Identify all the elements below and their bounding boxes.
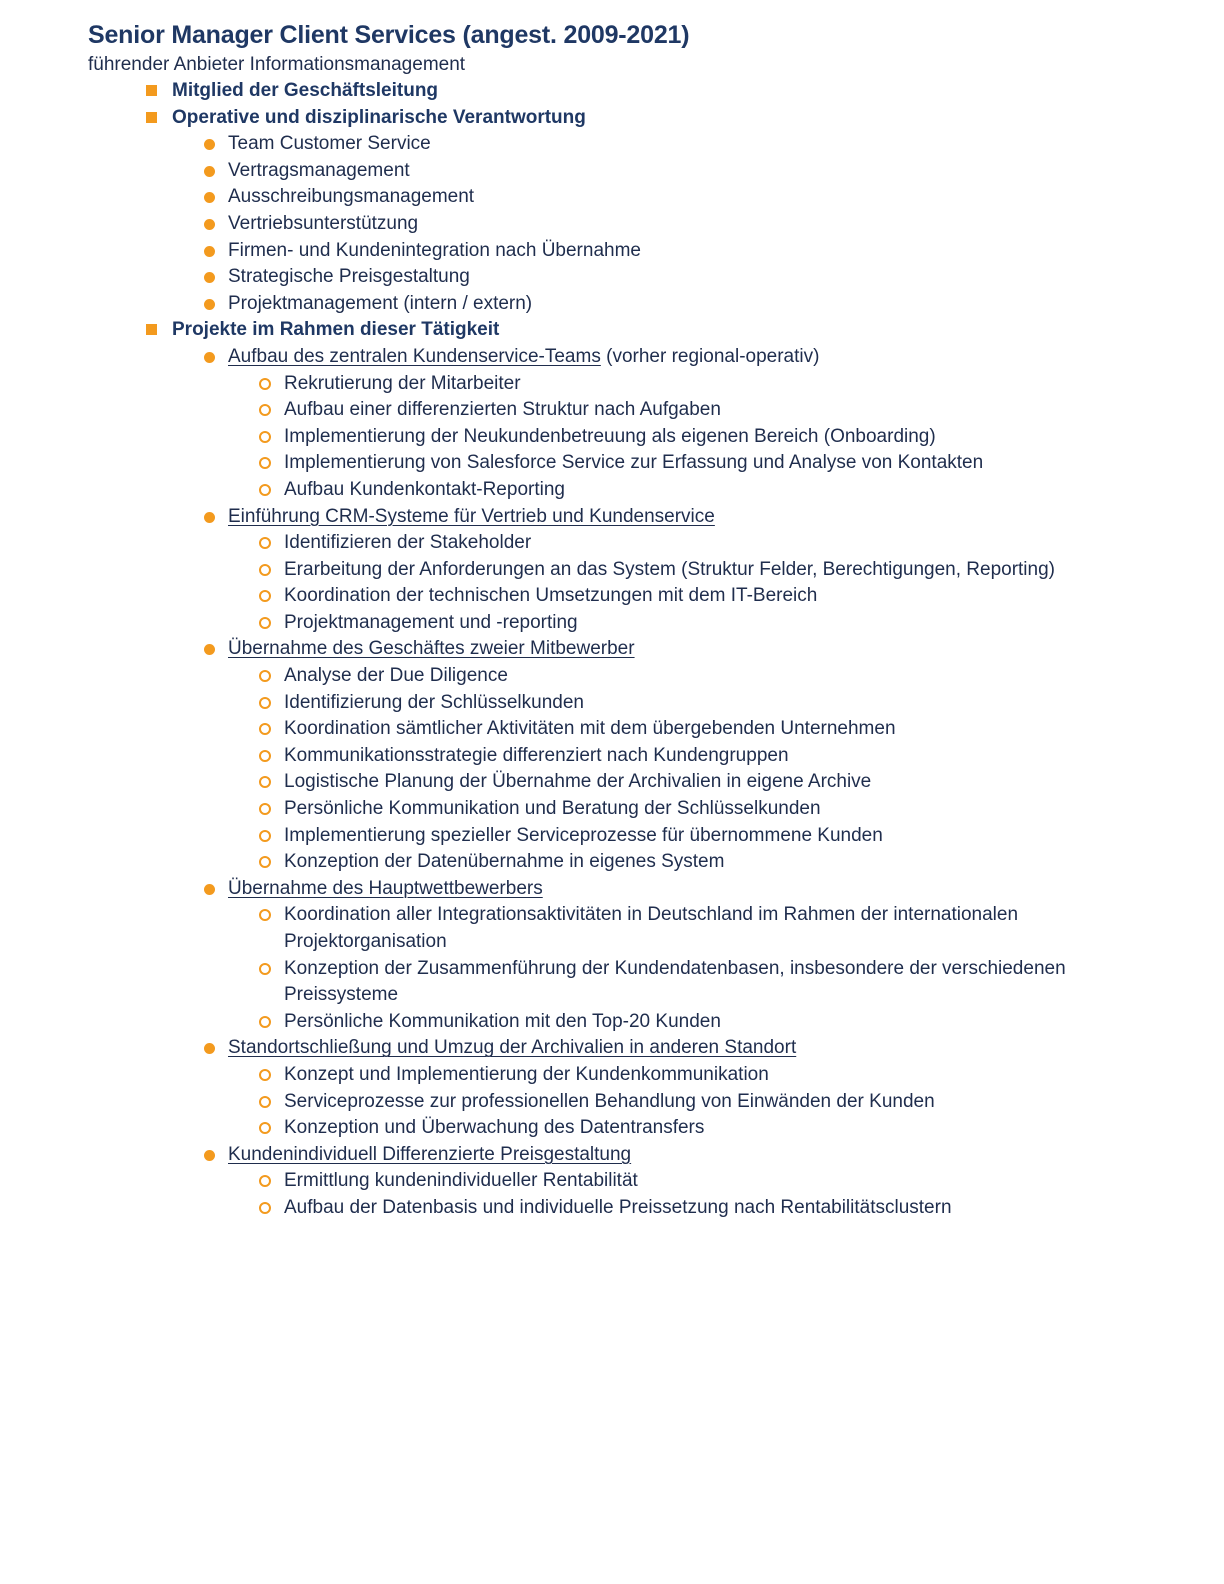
project-task [228,371,1168,398]
project-task-label: Serviceprozesse zur professionellen Behandlung von Einwänden der Kunden [284,1090,935,1112]
project-task [228,610,1168,637]
project-task [228,1062,1168,1089]
project-task [228,583,1168,610]
project-task-label: Implementierung der Neukundenbetreuung als eigenen Bereich (Onboarding) [284,425,936,447]
list-item-row [228,504,1168,531]
project-task [228,1089,1168,1116]
project-task [228,1009,1168,1036]
project-title: Übernahme des Geschäftes zweier Mitbewerber [228,638,635,660]
section-item [88,78,1168,105]
circle-bullet-icon [259,670,271,682]
circle-bullet-icon [259,750,271,762]
project-task-label: Persönliche Kommunikation und Beratung der Schlüsselkunden [284,798,821,820]
project-title: Übernahme des Hauptwettbewerbers [228,877,543,899]
project-task-label: Aufbau einer differenzierten Struktur nach Aufgaben [284,399,721,421]
project-task-label: Aufbau Kundenkontakt-Reporting [284,478,565,500]
project-task [228,663,1168,690]
project-task [228,849,1168,876]
project-task-list [228,371,1168,504]
list-item-row [228,1142,1168,1169]
project-task [228,956,1168,1009]
list-item [172,211,1168,238]
circle-bullet-icon [259,1122,271,1134]
list-item [172,1035,1168,1141]
project-task [228,424,1168,451]
section-heading: Mitglied der Geschäftsleitung [172,80,439,101]
project-task-list [228,663,1168,876]
circle-bullet-icon [259,564,271,576]
list-item [172,158,1168,185]
list-item [172,264,1168,291]
section-sublist [172,344,1168,1222]
dot-bullet-icon [204,192,215,203]
project-title: Kundenindividuell Differenzierte Preisgestaltung [228,1143,632,1165]
project-task [228,769,1168,796]
dot-bullet-icon [204,139,215,150]
square-bullet-icon [146,324,157,335]
responsibility-label: Projektmanagement (intern / extern) [228,292,533,314]
responsibility-label: Vertragsmanagement [228,159,410,181]
project-task [228,1195,1168,1222]
responsibility-list [88,78,1168,1222]
circle-bullet-icon [259,776,271,788]
project-task-label: Koordination aller Integrationsaktivitäten in Deutschland im Rahmen der internationalen Projektorganisation [284,904,1019,952]
project-task [228,902,1168,955]
circle-bullet-icon [259,1202,271,1214]
project-note: (vorher regional-operativ) [600,345,820,367]
circle-bullet-icon [259,537,271,549]
square-bullet-icon [146,85,157,96]
dot-bullet-icon [204,352,215,363]
project-task [228,716,1168,743]
circle-bullet-icon [259,856,271,868]
project-task [228,690,1168,717]
circle-bullet-icon [259,697,271,709]
dot-bullet-icon [204,644,215,655]
list-item [172,238,1168,265]
project-task [228,796,1168,823]
list-item [172,1142,1168,1222]
project-task-list [228,530,1168,636]
project-task-label: Persönliche Kommunikation mit den Top-20 Kunden [284,1010,721,1032]
dot-bullet-icon [204,272,215,283]
list-item [172,876,1168,1036]
list-item [172,636,1168,875]
project-title: Einführung CRM-Systeme für Vertrieb und Kundenservice [228,505,715,527]
responsibility-label: Ausschreibungsmanagement [228,186,475,208]
dot-bullet-icon [204,219,215,230]
project-task-label: Identifizieren der Stakeholder [284,532,532,554]
section-sublist [172,131,1168,317]
dot-bullet-icon [204,1150,215,1161]
project-title: Aufbau des zentralen Kundenservice-Teams [228,345,601,367]
project-task-list [228,1062,1168,1142]
project-task-label: Analyse der Due Diligence [284,665,508,687]
list-item-row [228,636,1168,663]
circle-bullet-icon [259,617,271,629]
dot-bullet-icon [204,166,215,177]
list-item-row [228,158,1168,185]
project-task [228,1115,1168,1142]
circle-bullet-icon [259,963,271,975]
dot-bullet-icon [204,1043,215,1054]
list-item [172,184,1168,211]
project-task [228,397,1168,424]
list-item-row [228,238,1168,265]
list-item-row [228,184,1168,211]
employer-description: führender Anbieter Informationsmanagement [88,54,466,75]
project-task [228,450,1168,477]
circle-bullet-icon [259,1096,271,1108]
project-task [228,743,1168,770]
circle-bullet-icon [259,1175,271,1187]
job-title: Senior Manager Client Services (angest. 2009-2021) [88,21,690,49]
project-task-label: Ermittlung kundenindividueller Rentabilität [284,1170,638,1192]
list-item [172,504,1168,637]
circle-bullet-icon [259,830,271,842]
circle-bullet-icon [259,431,271,443]
list-item-row [228,291,1168,318]
project-task-label: Identifizierung der Schlüsselkunden [284,691,584,713]
project-task-label: Koordination der technischen Umsetzungen mit dem IT-Bereich [284,585,818,607]
dot-bullet-icon [204,246,215,257]
project-task [228,823,1168,850]
circle-bullet-icon [259,484,271,496]
list-item [172,344,1168,504]
project-task-label: Rekrutierung der Mitarbeiter [284,372,521,394]
responsibility-label: Strategische Preisgestaltung [228,266,470,288]
project-task [228,557,1168,584]
list-item-row [228,1035,1168,1062]
dot-bullet-icon [204,512,215,523]
project-task-label: Kommunikationsstrategie differenziert nach Kundengruppen [284,744,789,766]
project-task-list [228,902,1168,1035]
list-item-row [228,211,1168,238]
project-task-label: Konzeption der Zusammenführung der Kundendatenbasen, insbesondere der verschiedenen Preissysteme [284,957,1066,1006]
list-item-row [228,264,1168,291]
circle-bullet-icon [259,404,271,416]
project-task-label: Logistische Planung der Übernahme der Archivalien in eigene Archive [284,771,872,793]
project-task-label: Erarbeitung der Anforderungen an das System (Struktur Felder, Berechtigungen, Reporting) [284,558,1055,580]
section-heading: Projekte im Rahmen dieser Tätigkeit [172,319,500,341]
dot-bullet-icon [204,884,215,895]
circle-bullet-icon [259,909,271,921]
circle-bullet-icon [259,378,271,390]
list-item-row [228,344,1168,371]
circle-bullet-icon [259,590,271,602]
section-item [88,105,1168,318]
section-item [88,317,1168,1221]
responsibility-label: Team Customer Service [228,133,431,155]
project-task [228,530,1168,557]
project-task-list [228,1168,1168,1221]
circle-bullet-icon [259,1016,271,1028]
circle-bullet-icon [259,723,271,735]
project-task-label: Konzeption der Datenübernahme in eigenes System [284,851,725,873]
project-task-label: Konzeption und Überwachung des Datentransfers [284,1117,705,1139]
project-task-label: Implementierung spezieller Serviceprozesse für übernommene Kunden [284,824,883,846]
project-task-label: Koordination sämtlicher Aktivitäten mit dem übergebenden Unternehmen [284,718,896,740]
circle-bullet-icon [259,457,271,469]
list-item [172,131,1168,158]
section-heading: Operative und disziplinarische Verantwortung [172,106,586,128]
project-task-label: Projektmanagement und -reporting [284,611,578,633]
circle-bullet-icon [259,1069,271,1081]
project-task [228,477,1168,504]
project-title: Standortschließung und Umzug der Archivalien in anderen Standort [228,1037,797,1059]
list-item-row [228,876,1168,903]
square-bullet-icon [146,112,157,123]
project-task [228,1168,1168,1195]
list-item-row [228,131,1168,158]
responsibility-label: Firmen- und Kundenintegration nach Übernahme [228,239,641,261]
project-task-label: Konzept und Implementierung der Kundenkommunikation [284,1063,769,1085]
project-task-label: Implementierung von Salesforce Service zur Erfassung und Analyse von Kontakten [284,452,984,474]
list-item [172,291,1168,318]
circle-bullet-icon [259,803,271,815]
responsibility-label: Vertriebsunterstützung [228,212,419,234]
cv-section [88,18,1168,1222]
dot-bullet-icon [204,299,215,310]
project-task-label: Aufbau der Datenbasis und individuelle Preissetzung nach Rentabilitätsclustern [284,1196,952,1218]
